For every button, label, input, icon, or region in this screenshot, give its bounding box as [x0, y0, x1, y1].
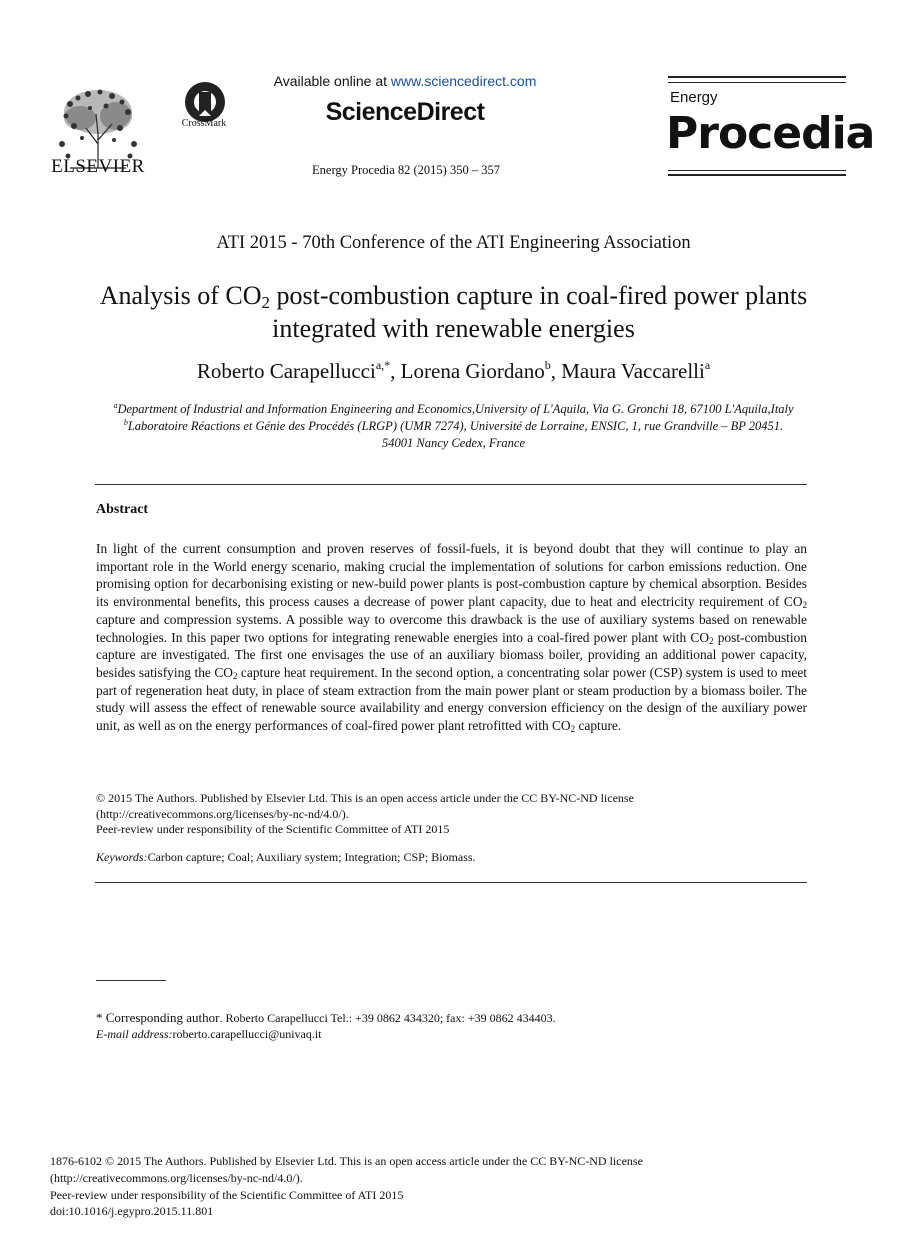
keywords-text: Carbon capture; Coal; Auxiliary system; Integration; CSP; Biomass.: [147, 850, 476, 864]
affiliation: [110, 418, 797, 452]
email-address[interactable]: roberto.carapellucci@univaq.it: [172, 1027, 322, 1041]
paper-title: [80, 279, 827, 345]
affiliation-text: Laboratoire Réactions et Génie des Procédés (LRGP) (UMR 7274), Université de Lorraine, ENSIC, 1, rue Grandville – BP 20451. 54001 Nancy Cedex, France: [127, 419, 784, 450]
license-link[interactable]: (http://creativecommons.org/licenses/by-nc-nd/4.0/).: [96, 806, 349, 821]
affiliation-text: Department of Industrial and Information Engineering and Economics,University of L'Aquila, Via G. Gronchi 18, 67100 L'Aquila,Italy: [117, 402, 794, 416]
abstract-heading: Abstract: [96, 502, 149, 517]
bottom-notice: [50, 1153, 810, 1220]
journal-brand-procedia: Procedia: [666, 108, 875, 159]
crossmark-label: CrossMark: [181, 118, 227, 129]
author-affil-mark: a: [704, 358, 711, 372]
affiliation-mark: a: [113, 401, 118, 410]
title-subscript: 2: [261, 293, 271, 312]
section-divider: [95, 882, 807, 883]
corresponding-author: [96, 1010, 807, 1026]
publisher-name: ELSEVIER: [51, 156, 145, 177]
author-sep: ,: [550, 359, 562, 383]
title-part: post-combustion capture in coal-fired power plants integrated with renewable energies: [270, 281, 808, 343]
keywords-label: Keywords:: [96, 850, 148, 864]
journal-brand-rule: [668, 170, 846, 171]
email-line: [96, 1026, 807, 1042]
abstract-text: In light of the current consumption and proven reserves of fossil-fuels, it is beyond doubt that they will continue to play an important role in the World energy scenario, making crucial the implementation of solutions for carbon emissions reduction. One promising option for decarbonising existing or new-build power plants is post-combustion capture by chemical absorption. Besides its environmental benefits, this process causes a decrease of power plant capacity, due to heat and electricity requirement of $CO_2$ capture and compression systems. A possible way to overcome this drawback is the use of auxiliary systems based on renewable technologies. In this paper two options for integrating renewable energies into a coal-fired power plant with $CO_2$ post-combustion capture are investigated. The first one envisages the use of an auxiliary biomass boiler, providing an additional power capacity, besides satisfying the $CO_2$ capture heat requirement. In the second option, a concentrating solar power (CSP) system is used to meet part of regeneration heat duty, in place of steam extraction from the main power plant or steam production by a biomass boiler. The study will assess the effect of renewable source availability and energy conversion efficiency on the design of the auxiliary power unit, as well as on the energy performances of coal-fired power plant retrofitted with $CO_2$ capture.: [96, 541, 808, 735]
email-label: E-mail address:: [96, 1027, 173, 1041]
journal-brand-energy: Energy: [670, 89, 718, 106]
author-sep: ,: [390, 359, 401, 383]
license-block: [96, 791, 807, 838]
footnote: [96, 1010, 807, 1042]
issn-license-line: 1876-6102 © 2015 The Authors. Published by Elsevier Ltd. This is an open access article under the CC BY-NC-ND license: [50, 1154, 643, 1168]
keywords: [96, 850, 807, 865]
corresponding-text: . Roberto Carapellucci Tel.: +39 0862 434320; fax: +39 0862 434403.: [219, 1011, 556, 1025]
affiliations: [110, 401, 797, 452]
affiliation: [110, 401, 797, 418]
peer-review-line: Peer-review under responsibility of the Scientific Committee of ATI 2015: [50, 1187, 404, 1202]
journal-brand-rule: [668, 174, 846, 176]
author-affil-mark: b: [544, 358, 551, 372]
journal-reference: Energy Procedia 82 (2015) 350 – 357: [312, 163, 500, 177]
author-list: [0, 359, 907, 384]
journal-brand-rule: [668, 76, 846, 78]
journal-brand-rule: [668, 82, 846, 83]
author-name[interactable]: Roberto Carapellucci: [196, 359, 376, 383]
section-divider: [95, 484, 807, 485]
peer-review-line: Peer-review under responsibility of the Scientific Committee of ATI 2015: [96, 822, 450, 836]
title-part: Analysis of CO: [99, 281, 262, 310]
available-prefix: Available online at: [273, 73, 391, 89]
available-online: [230, 73, 580, 89]
sciencedirect-link[interactable]: www.sciencedirect.com: [390, 73, 537, 89]
license-link[interactable]: (http://creativecommons.org/licenses/by-nc-nd/4.0/).: [50, 1170, 303, 1185]
license-line: © 2015 The Authors. Published by Elsevier Ltd. This is an open access article under the CC BY-NC-ND license: [96, 791, 634, 805]
affiliation-mark: b: [123, 418, 128, 427]
footnote-rule: [96, 980, 166, 981]
conference-name: ATI 2015 - 70th Conference of the ATI Engineering Association: [216, 233, 691, 253]
corresponding-label: * Corresponding author: [96, 1010, 220, 1025]
author-name[interactable]: Maura Vaccarelli: [561, 359, 705, 383]
author-affil-mark: a,*: [375, 358, 391, 372]
sciencedirect-brand: ScienceDirect: [325, 98, 485, 126]
doi[interactable]: doi:10.1016/j.egypro.2015.11.801: [50, 1204, 214, 1219]
author-name[interactable]: Lorena Giordano: [400, 359, 545, 383]
